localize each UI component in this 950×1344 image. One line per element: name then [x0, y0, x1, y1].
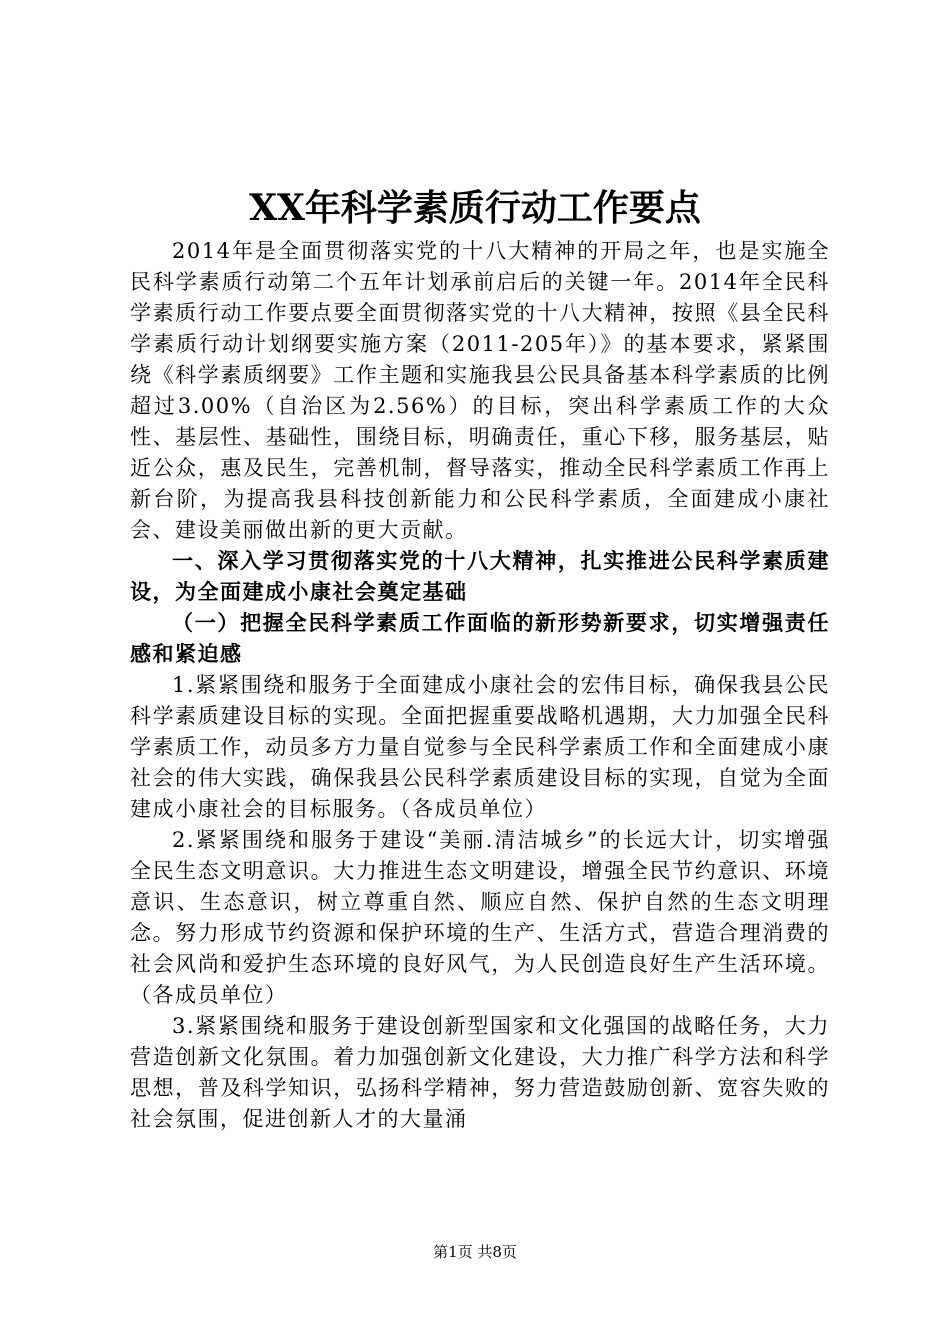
subsection-heading-1: （一）把握全民科学素质工作面临的新形势新要求，切实增强责任感和紧迫感	[130, 611, 830, 666]
list-item-1: 1.紧紧围绕和服务于全面建成小康社会的宏伟目标，确保我县公民科学素质建设目标的实现。全面把握重要战略机遇期，大力加强全民科学素质工作，动员多方力量自觉参与全民科学素质工作和全面建成小康社会的伟大实践，确保我县公民科学素质建设目标的实现，自觉为全面建成小康社会的目标服务。（各成员单位）	[130, 673, 830, 821]
list-item-3: 3.紧紧围绕和服务于建设创新型国家和文化强国的战略任务，大力营造创新文化氛围。着力加强创新文化建设，大力推广科学方法和科学思想，普及科学知识，弘扬科学精神，努力营造鼓励创新、宽容失败的社会氛围，促进创新人才的大量涌	[130, 1014, 830, 1131]
document-body	[130, 236, 830, 1135]
page-title: XX年科学素质行动工作要点	[249, 187, 701, 229]
section-heading-1: 一、深入学习贯彻落实党的十八大精神，扎实推进公民科学素质建设，为全面建成小康社会奠定基础	[130, 549, 830, 604]
page-number-footer: 第1页 共8页	[433, 1243, 517, 1261]
intro-paragraph: 2014年是全面贯彻落实党的十八大精神的开局之年，也是实施全民科学素质行动第二个五年计划承前启后的关键一年。2014年全民科学素质行动工作要点要全面贯彻落实党的十八大精神，按照《县全民科学素质行动计划纲要实施方案（2011-205年）》的基本要求，紧紧围绕《科学素质纲要》工作主题和实施我县公民具备基本科学素质的比例超过3.00%（自治区为2.56%）的目标，突出科学素质工作的大众性、基层性、基础性，围绕目标，明确责任，重心下移，服务基层，贴近公众，惠及民生，完善机制，督导落实，推动全民科学素质工作再上新台阶，为提高我县科技创新能力和公民科学素质，全面建成小康社会、建设美丽做出新的更大贡献。	[130, 239, 830, 542]
list-item-2: 2.紧紧围绕和服务于建设“美丽.清洁城乡”的长远大计，切实增强全民生态文明意识。大力推进生态文明建设，增强全民节约意识、环境意识、生态意识，树立尊重自然、顺应自然、保护自然的生态文明理念。努力形成节约资源和保护环境的生产、生活方式，营造合理消费的社会风尚和爱护生态环境的良好风气，为人民创造良好生产生活环境。（各成员单位）	[130, 828, 830, 1007]
